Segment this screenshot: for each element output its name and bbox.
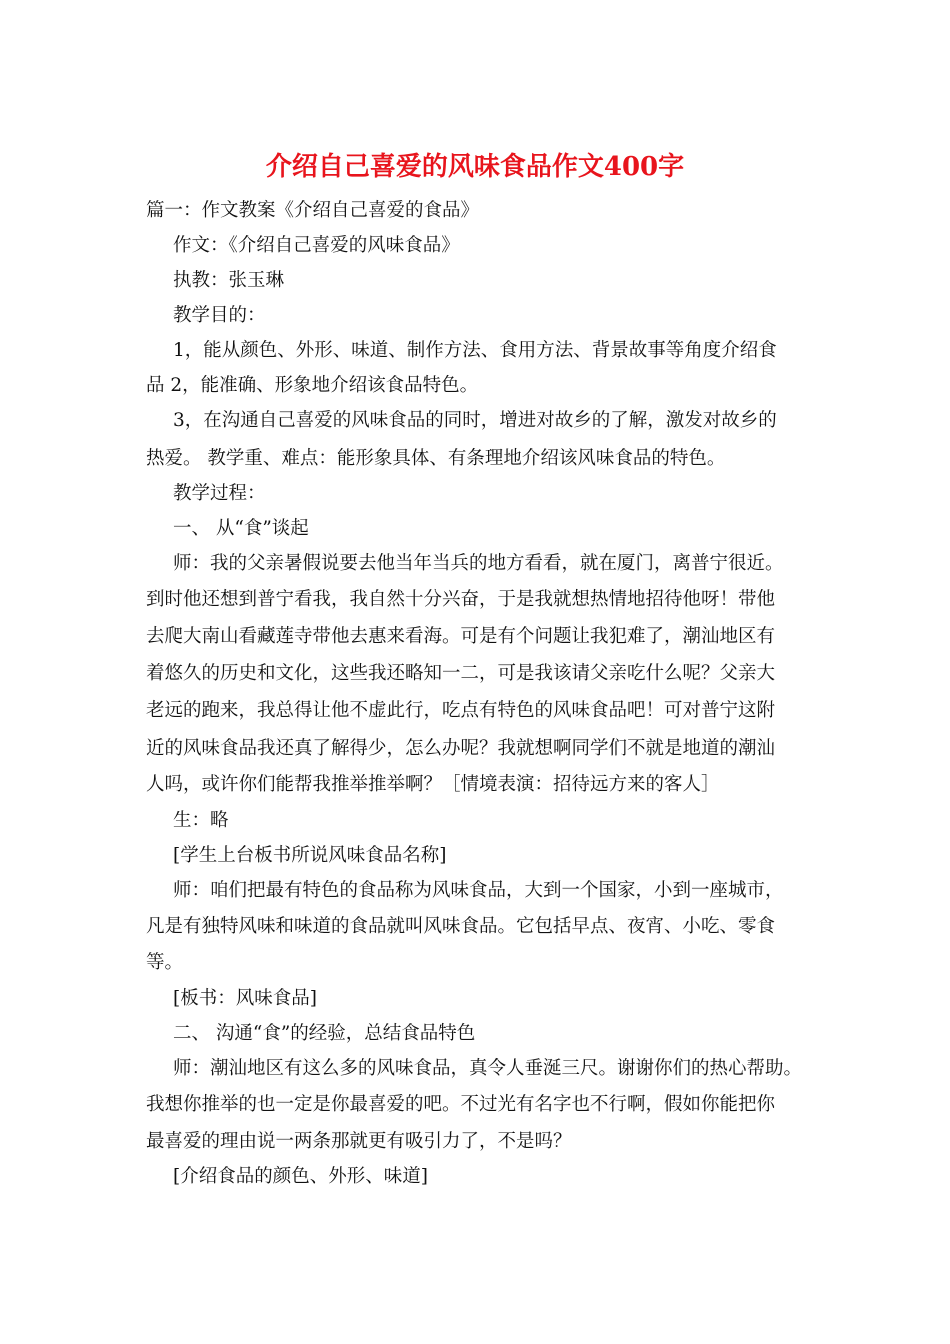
section-heading: 篇一：作文教案《介绍自己喜爱的食品》 (146, 200, 480, 221)
paragraph-line: 生：略 (173, 810, 229, 831)
paragraph-line: 作文：《介绍自己喜爱的风味食品》 (173, 235, 460, 256)
paragraph-line: 去爬大南山看藏莲寺带他去惠来看海。可是有个问题让我犯难了，潮汕地区有 (146, 626, 776, 647)
paragraph-line: 凡是有独特风味和味道的食品就叫风味食品。它包括早点、夜宵、小吃、零食 (146, 916, 776, 937)
section-heading: 一、 从“食”谈起 (173, 518, 309, 539)
paragraph-line: [学生上台板书所说风味食品名称] (173, 845, 447, 866)
paragraph-line: 师：潮汕地区有这么多的风味食品，真令人垂涎三尺。谢谢你们的热心帮助。 (173, 1058, 803, 1079)
paragraph-line: [介绍食品的颜色、外形、味道] (173, 1166, 428, 1187)
paragraph-line: 教学过程： (173, 483, 266, 504)
paragraph-line: 人吗，或许你们能帮我推举推举啊？［情境表演：招待远方来的客人］ (146, 774, 720, 795)
paragraph-line: 到时他还想到普宁看我，我自然十分兴奋，于是我就想热情地招待他呀！带他 (146, 589, 776, 610)
paragraph-line: 我想你推举的也一定是你最喜爱的吧。不过光有名字也不行啊，假如你能把你 (146, 1094, 776, 1115)
section-heading: 二、 沟通“食”的经验，总结食品特色 (173, 1023, 476, 1044)
paragraph-line: 着悠久的历史和文化，这些我还略知一二，可是我该请父亲吃什么呢？父亲大 (146, 663, 776, 684)
paragraph-line: 师：我的父亲暑假说要去他当年当兵的地方看看，就在厦门，离普宁很近。 (173, 553, 784, 574)
paragraph-line: 等。 (146, 952, 184, 973)
paragraph-line: 热爱。 教学重、难点：能形象具体、有条理地介绍该风味食品的特色。 (146, 448, 726, 469)
paragraph-line: 师：咱们把最有特色的食品称为风味食品，大到一个国家，小到一座城市， (173, 880, 784, 901)
paragraph-line: 老远的跑来，我总得让他不虚此行，吃点有特色的风味食品吧！可对普宁这附 (146, 700, 776, 721)
paragraph-line: 3，在沟通自己喜爱的风味食品的同时，增进对故乡的了解，激发对故乡的 (173, 410, 777, 431)
paragraph-line: [板书：风味食品] (173, 988, 317, 1009)
paragraph-line: 品 2，能准确、形象地介绍该食品特色。 (146, 375, 479, 396)
paragraph-line: 近的风味食品我还真了解得少，怎么办呢？我就想啊同学们不就是地道的潮汕 (146, 738, 776, 759)
paragraph-line: 1，能从颜色、外形、味道、制作方法、食用方法、背景故事等角度介绍食 (173, 340, 777, 361)
paragraph-line: 执教：张玉琳 (173, 270, 285, 291)
paragraph-line: 教学目的： (173, 305, 266, 326)
document-title: 介绍自己喜爱的风味食品作文400字 (265, 152, 685, 182)
paragraph-line: 最喜爱的理由说一两条那就更有吸引力了，不是吗？ (146, 1131, 572, 1152)
